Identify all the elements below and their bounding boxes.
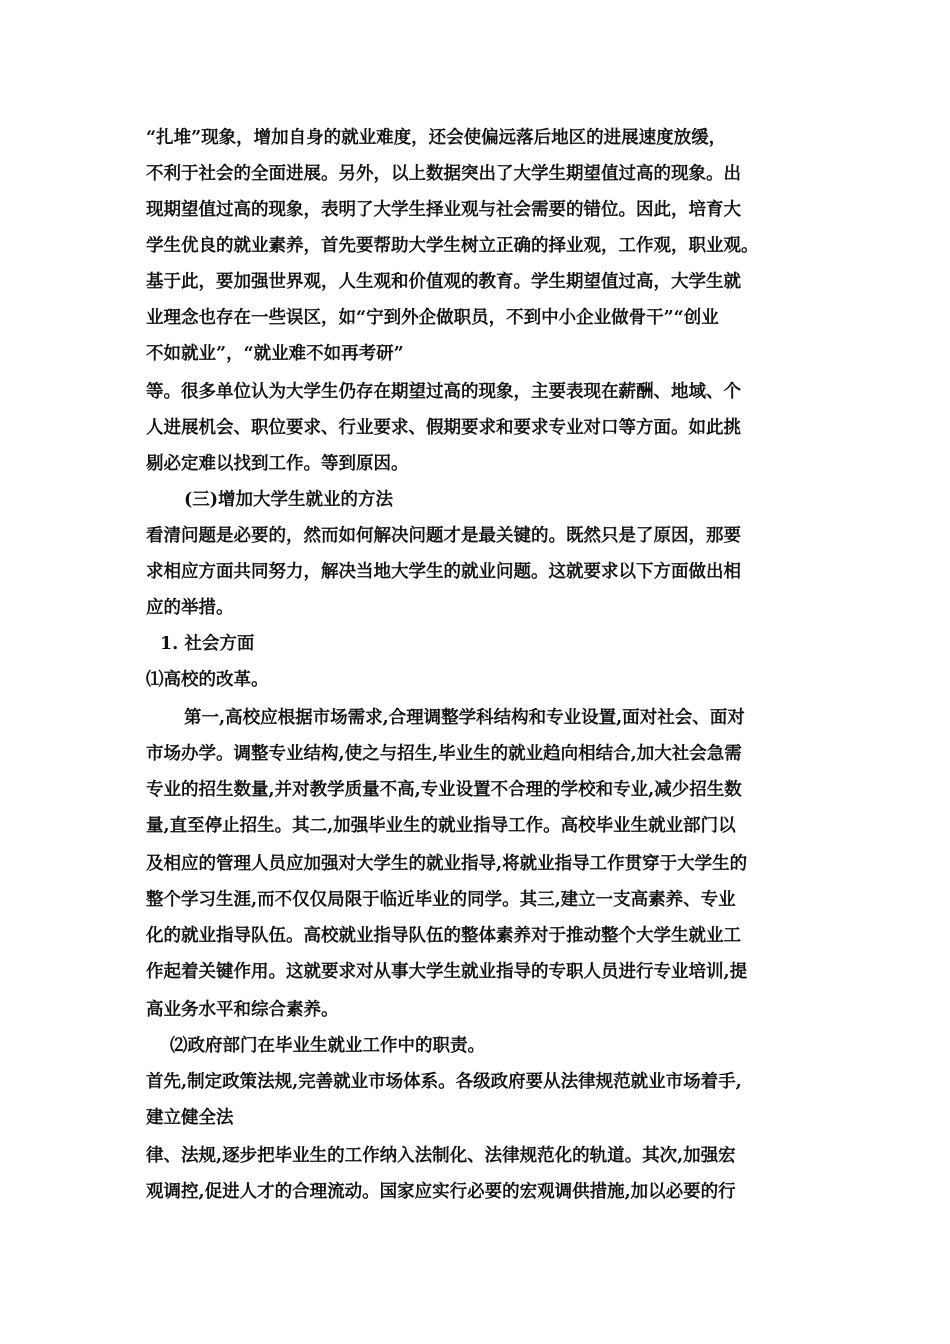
paragraph-line: 业理念也存在一些误区，如“宁到外企做职员，不到中小企业做骨干”“创业 [146, 308, 719, 328]
paragraph-line: 整个学习生涯,而不仅仅局限于临近毕业的同学。其三,建立一支高素养、专业 [146, 890, 736, 910]
paragraph-line: 建立健全法 [146, 1108, 234, 1128]
subsection-heading: 1. 社会方面 [160, 634, 255, 654]
paragraph-line: 首先,制定政策法规,完善就业市场体系。各级政府要从法律规范就业市场着手, [146, 1072, 742, 1092]
paragraph-line: 现期望值过高的现象，表明了大学生择业观与社会需要的错位。因此，培育大 [146, 200, 741, 220]
paragraph-line: 量,直至停止招生。其二,加强毕业生的就业指导工作。高校毕业生就业部门以 [146, 816, 736, 836]
paragraph-line: 人进展机会、职位要求、行业要求、假期要求和要求专业对口等方面。如此挑 [146, 418, 741, 438]
paragraph-line: 学生优良的就业素养，首先要帮助大学生树立正确的择业观，工作观，职业观。 [146, 236, 759, 256]
subsection-heading: ⑴高校的改革。 [146, 670, 269, 690]
paragraph-line: 专业的招生数量,并对教学质量不高,专业设置不合理的学校和专业,减少招生数 [146, 780, 742, 800]
paragraph-line: 等。很多单位认为大学生仍存在期望过高的现象，主要表现在薪酬、地域、个 [146, 382, 741, 402]
paragraph-line: 剔必定难以找到工作。等到原因。 [146, 454, 409, 474]
section-heading: (三)增加大学生就业的方法 [184, 490, 394, 510]
paragraph-line: 律、法规,逐步把毕业生的工作纳入法制化、法律规范化的轨道。其次,加强宏 [146, 1146, 736, 1166]
subsection-heading: ⑵政府部门在毕业生就业工作中的职责。 [170, 1036, 485, 1056]
paragraph-line: 看清问题是必要的，然而如何解决问题才是最关键的。既然只是了原因，那要 [146, 526, 741, 546]
paragraph-line: “扎堆”现象，增加自身的就业难度，还会使偏远落后地区的进展速度放缓， [146, 128, 727, 148]
paragraph-line: 化的就业指导队伍。高校就业指导队伍的整体素养对于推动整个大学生就业工 [146, 926, 741, 946]
paragraph-line: 应的举措。 [146, 598, 234, 618]
paragraph-line: 高业务水平和综合素养。 [146, 1000, 339, 1020]
paragraph-line: 不利于社会的全面进展。另外，以上数据突出了大学生期望值过高的现象。出 [146, 164, 741, 184]
paragraph-line: 第一,高校应根据市场需求,合理调整学科结构和专业设置,面对社会、面对 [184, 708, 745, 728]
paragraph-line: 市场办学。调整专业结构,使之与招生,毕业生的就业趋向相结合,加大社会急需 [146, 744, 742, 764]
paragraph-line: 基于此，要加强世界观，人生观和价值观的教育。学生期望值过高，大学生就 [146, 272, 741, 292]
paragraph-line: 观调控,促进人才的合理流动。国家应实行必要的宏观调供措施,加以必要的行 [146, 1182, 736, 1202]
paragraph-line: 求相应方面共同努力，解决当地大学生的就业问题。这就要求以下方面做出相 [146, 562, 741, 582]
paragraph-line: 作起着关键作用。这就要求对从事大学生就业指导的专职人员进行专业培训,提 [146, 962, 748, 982]
paragraph-line: 及相应的管理人员应加强对大学生的就业指导,将就业指导工作贯穿于大学生的 [146, 854, 748, 874]
paragraph-line: 不如就业”，“就业难不如再考研” [146, 344, 404, 364]
